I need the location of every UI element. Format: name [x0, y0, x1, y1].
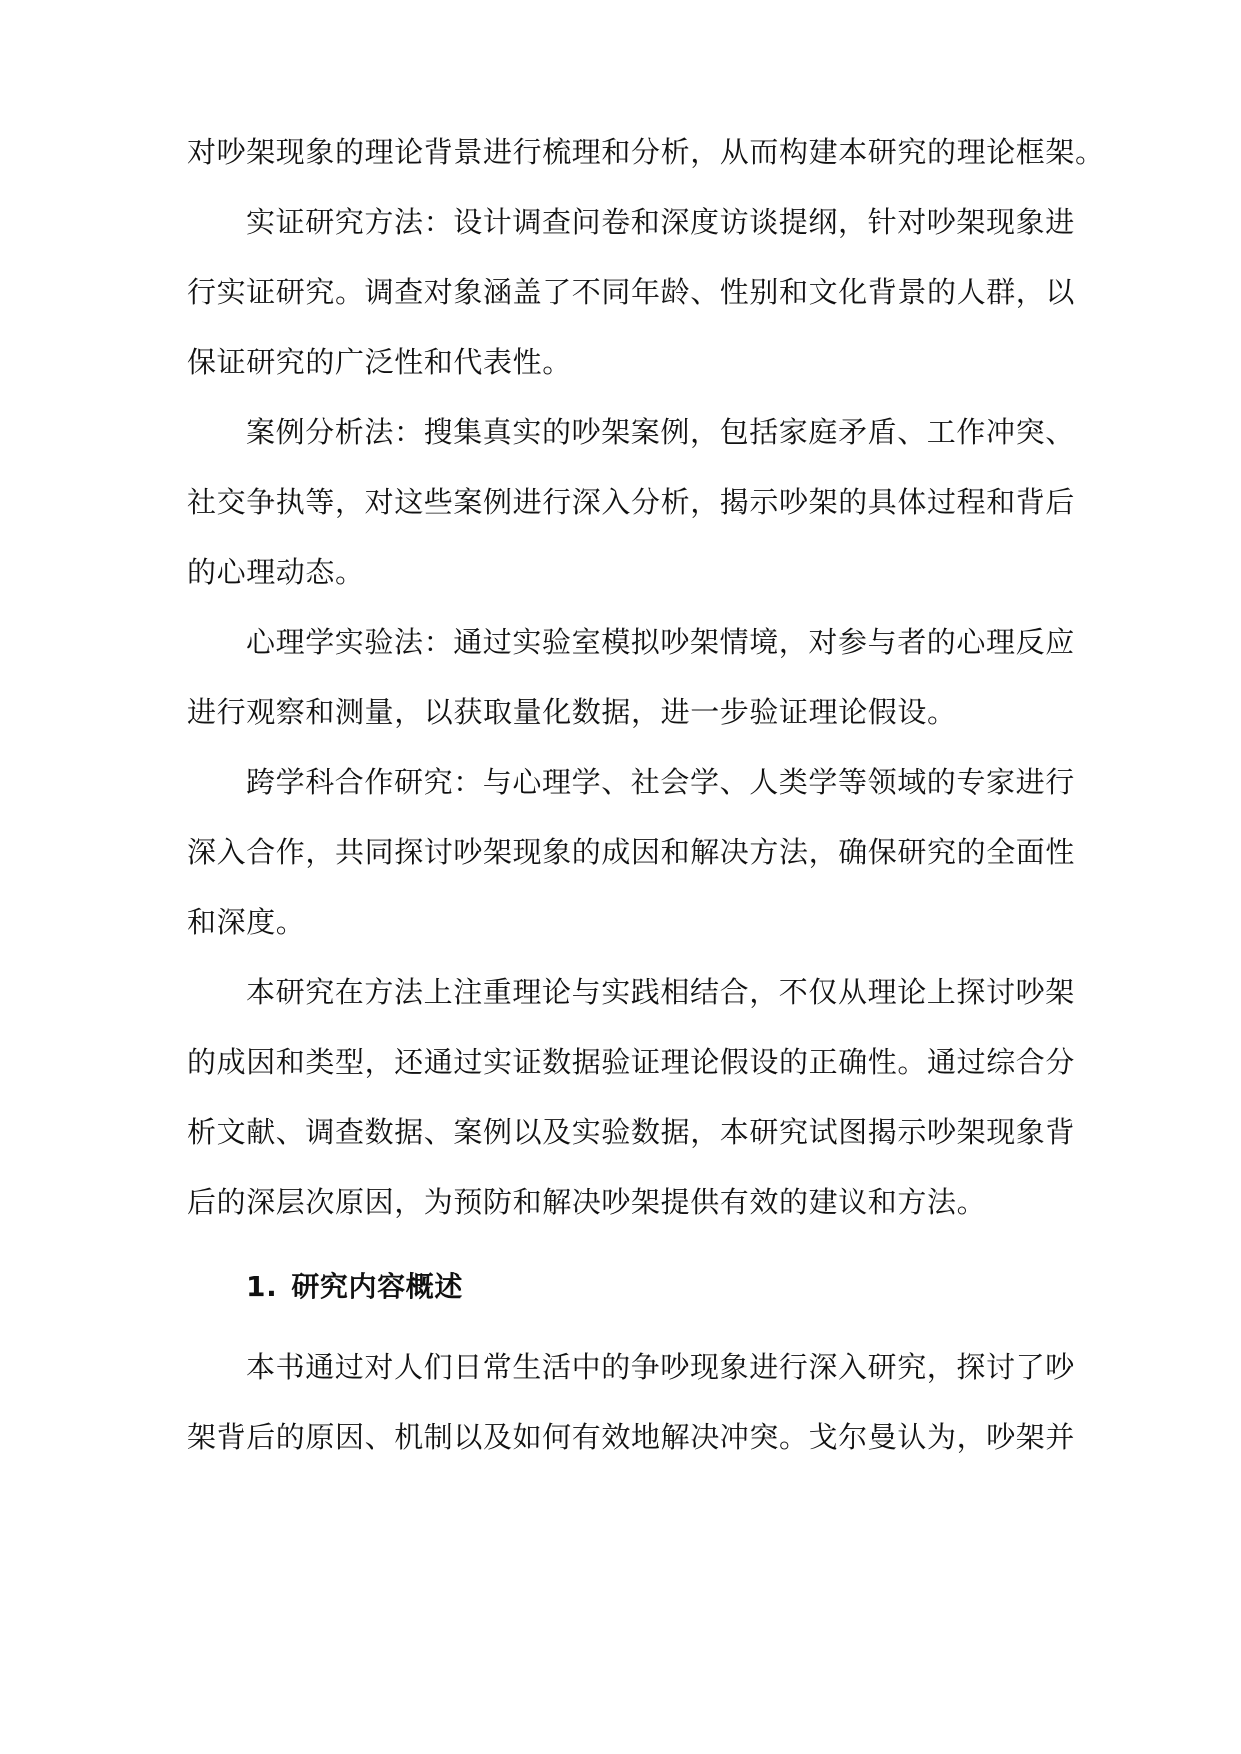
heading-number: 1. — [246, 1270, 278, 1303]
heading-title: 研究内容概述 — [291, 1270, 463, 1303]
text-line: 进行观察和测量，以获取量化数据，进一步验证理论假设。 — [187, 695, 957, 729]
text-line: 和深度。 — [187, 905, 306, 939]
text-line: 行实证研究。调查对象涵盖了不同年龄、性别和文化背景的人群，以 — [187, 275, 1076, 309]
text-line: 保证研究的广泛性和代表性。 — [187, 345, 572, 379]
text-line: 析文献、调查数据、案例以及实验数据，本研究试图揭示吵架现象背 — [187, 1115, 1076, 1149]
text-line: 心理学实验法：通过实验室模拟吵架情境，对参与者的心理反应 — [246, 625, 1075, 659]
text-line: 后的深层次原因，为预防和解决吵架提供有效的建议和方法。 — [187, 1185, 987, 1219]
text-line: 案例分析法：搜集真实的吵架案例，包括家庭矛盾、工作冲突、 — [246, 415, 1075, 449]
text-line: 社交争执等，对这些案例进行深入分析，揭示吵架的具体过程和背后 — [187, 485, 1076, 519]
text-line: 跨学科合作研究：与心理学、社会学、人类学等领域的专家进行 — [246, 765, 1075, 799]
text-line: 本研究在方法上注重理论与实践相结合，不仅从理论上探讨吵架 — [246, 975, 1075, 1009]
text-line: 的心理动态。 — [187, 555, 365, 589]
text-line: 本书通过对人们日常生活中的争吵现象进行深入研究，探讨了吵 — [246, 1350, 1075, 1384]
text-line: 的成因和类型，还通过实证数据验证理论假设的正确性。通过综合分 — [187, 1045, 1076, 1079]
text-line: 实证研究方法：设计调查问卷和深度访谈提纲，针对吵架现象进 — [246, 205, 1075, 239]
text-line: 架背后的原因、机制以及如何有效地解决冲突。戈尔曼认为，吵架并 — [187, 1420, 1076, 1454]
text-line: 对吵架现象的理论背景进行梳理和分析，从而构建本研究的理论框架。 — [187, 135, 1105, 169]
section-heading — [246, 1265, 1126, 1309]
text-line: 深入合作，共同探讨吵架现象的成因和解决方法，确保研究的全面性 — [187, 835, 1076, 869]
